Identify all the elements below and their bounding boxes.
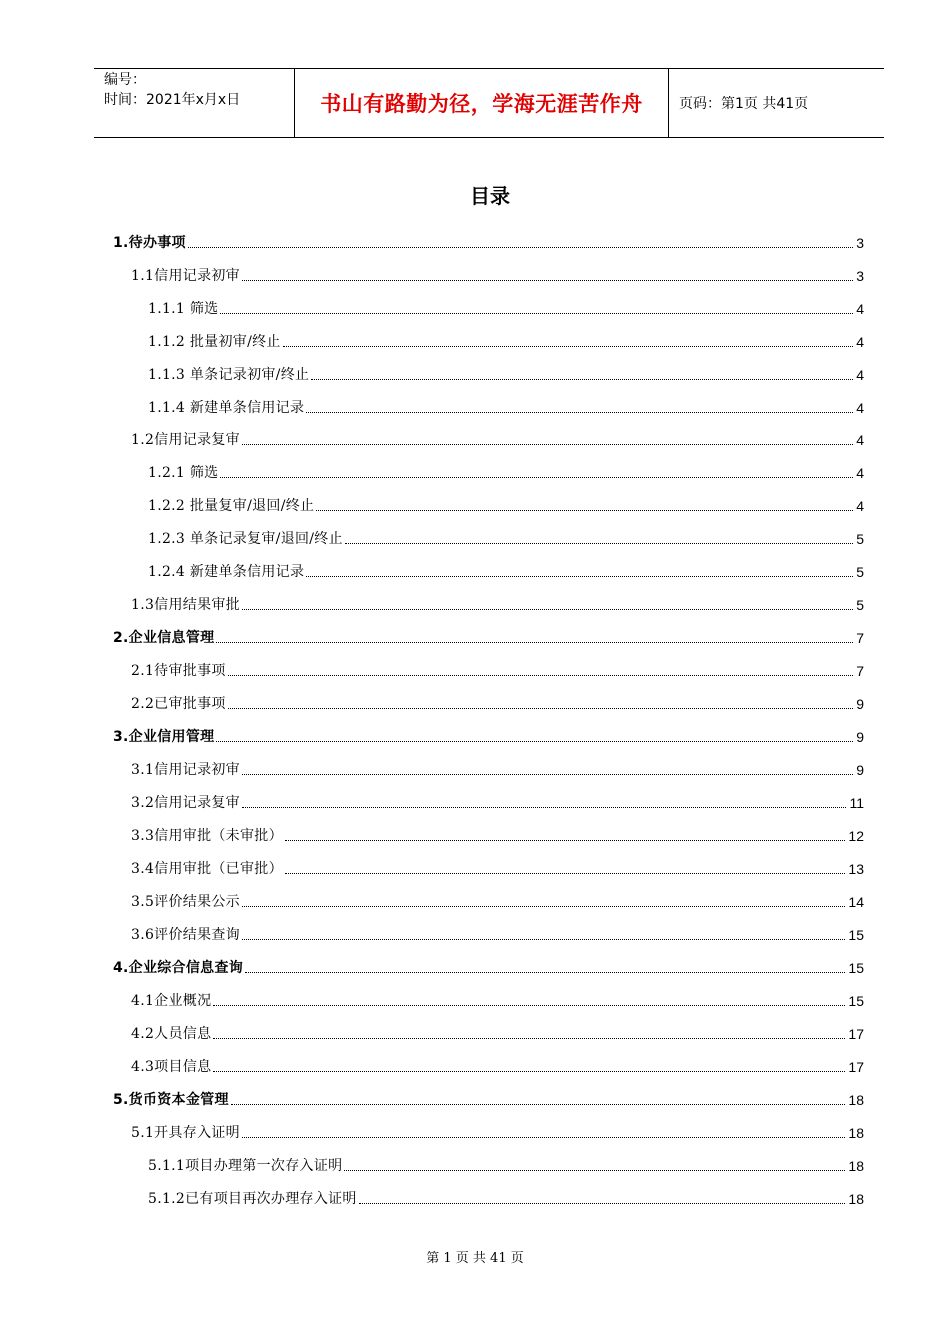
toc-entry-label: 1.2信用记录复审 xyxy=(131,432,240,448)
header-meta xyxy=(104,69,294,137)
toc-entry-label: 1.2.1 筛选 xyxy=(148,465,219,481)
toc-entry[interactable] xyxy=(131,823,864,845)
toc-entry-page: 4 xyxy=(856,367,864,383)
toc-entry-page: 18 xyxy=(848,1092,864,1108)
page-footer: 第 1 页 共 41 页 xyxy=(426,1251,524,1266)
header-number-label: 编号： xyxy=(104,72,146,88)
toc-leader-dots xyxy=(306,575,853,577)
toc-entry[interactable] xyxy=(131,988,864,1010)
toc-entry-label: 1.1.2 批量初审/终止 xyxy=(148,334,281,350)
toc-entry-page: 15 xyxy=(848,993,864,1009)
toc-entry[interactable] xyxy=(131,592,864,614)
toc-entry-label: 4.3项目信息 xyxy=(131,1059,212,1075)
page-header xyxy=(94,68,884,138)
toc-entry-page: 4 xyxy=(856,432,864,448)
toc-leader-dots xyxy=(344,1169,845,1171)
toc-leader-dots xyxy=(220,476,853,478)
toc-entry-page: 4 xyxy=(856,334,864,350)
toc-entry-label: 5.货币资本金管理 xyxy=(113,1092,229,1108)
toc-entry[interactable] xyxy=(131,1120,864,1142)
toc-leader-dots xyxy=(228,707,854,709)
toc-leader-dots xyxy=(285,839,846,841)
toc-entry-label: 1.1.1 筛选 xyxy=(148,301,219,317)
toc-entry[interactable] xyxy=(113,1087,864,1109)
toc-entry[interactable] xyxy=(131,856,864,878)
toc-entry[interactable] xyxy=(148,493,864,515)
toc-entry[interactable] xyxy=(131,691,864,713)
toc-entry-page: 9 xyxy=(856,729,864,745)
toc-entry-page: 17 xyxy=(848,1026,864,1042)
toc-entry[interactable] xyxy=(131,1054,864,1076)
toc-leader-dots xyxy=(359,1202,846,1204)
toc-entry-page: 4 xyxy=(856,465,864,481)
toc-entry[interactable] xyxy=(148,395,864,417)
toc-leader-dots xyxy=(242,1136,845,1138)
toc-entry[interactable] xyxy=(131,790,864,812)
toc-entry-page: 13 xyxy=(848,861,864,877)
toc-entry-label: 4.2人员信息 xyxy=(131,1026,212,1042)
toc-leader-dots xyxy=(316,509,853,511)
toc-entry-label: 3.1信用记录初审 xyxy=(131,762,240,778)
toc-leader-dots xyxy=(231,1103,846,1105)
toc-entry[interactable] xyxy=(131,757,864,779)
toc-entry-page: 5 xyxy=(856,564,864,580)
toc-entry[interactable] xyxy=(131,889,864,911)
toc-entry-label: 3.企业信用管理 xyxy=(113,729,215,745)
toc-leader-dots xyxy=(213,1004,845,1006)
toc-entry-label: 3.5评价结果公示 xyxy=(131,894,240,910)
toc-entry-page: 18 xyxy=(848,1125,864,1141)
toc-entry-label: 5.1开具存入证明 xyxy=(131,1125,240,1141)
toc-leader-dots xyxy=(242,905,845,907)
toc-entry[interactable] xyxy=(131,427,864,449)
toc-entry-label: 1.2.2 批量复审/退回/终止 xyxy=(148,498,315,514)
toc-entry-page: 4 xyxy=(856,498,864,514)
toc-leader-dots xyxy=(242,443,853,445)
header-time: 时间：2021年x月x日 xyxy=(104,92,241,108)
toc-entry[interactable] xyxy=(148,296,864,318)
toc-entry-label: 1.2.3 单条记录复审/退回/终止 xyxy=(148,531,343,547)
toc-entry[interactable] xyxy=(148,329,864,351)
toc-leader-dots xyxy=(216,740,853,742)
toc-entry-page: 15 xyxy=(848,960,864,976)
toc-entry-page: 18 xyxy=(848,1191,864,1207)
toc-entry[interactable] xyxy=(131,1021,864,1043)
toc-entry-page: 3 xyxy=(856,235,864,251)
toc-entry-page: 17 xyxy=(848,1059,864,1075)
toc-leader-dots xyxy=(311,378,853,380)
toc-entry-page: 18 xyxy=(848,1158,864,1174)
toc-entry-label: 5.1.2已有项目再次办理存入证明 xyxy=(148,1191,357,1207)
toc-entry-page: 7 xyxy=(856,663,864,679)
toc-entry[interactable] xyxy=(113,724,864,746)
toc-entry-page: 7 xyxy=(856,630,864,646)
toc-entry-label: 3.4信用审批（已审批） xyxy=(131,861,283,877)
toc-leader-dots xyxy=(306,411,853,413)
toc-entry[interactable] xyxy=(131,263,864,285)
toc-entry[interactable] xyxy=(113,625,864,647)
toc-leader-dots xyxy=(283,345,854,347)
toc-entry-label: 3.2信用记录复审 xyxy=(131,795,240,811)
toc-leader-dots xyxy=(213,1070,845,1072)
toc-entry-label: 1.2.4 新建单条信用记录 xyxy=(148,564,305,580)
toc-entry-label: 1.待办事项 xyxy=(113,235,186,251)
header-page-info: 页码：第1页 共41页 xyxy=(679,96,809,112)
toc-entry[interactable] xyxy=(148,1153,864,1175)
toc-entry-page: 9 xyxy=(856,762,864,778)
toc-entry-page: 15 xyxy=(848,927,864,943)
toc-leader-dots xyxy=(220,312,853,314)
toc-entry-label: 3.3信用审批（未审批） xyxy=(131,828,283,844)
toc-leader-dots xyxy=(285,872,846,874)
toc-entry[interactable] xyxy=(113,955,864,977)
toc-entry-page: 14 xyxy=(848,894,864,910)
toc-entry-page: 4 xyxy=(856,400,864,416)
toc-leader-dots xyxy=(213,1037,845,1039)
toc-entry-label: 2.企业信息管理 xyxy=(113,630,215,646)
toc-entry-label: 2.1待审批事项 xyxy=(131,663,226,679)
toc-entry-label: 4.企业综合信息查询 xyxy=(113,960,244,976)
toc-entry[interactable] xyxy=(131,922,864,944)
toc-title: 目录 xyxy=(470,184,510,208)
header-motto: 书山有路勤为径，学海无涯苦作舟 xyxy=(320,91,643,116)
header-divider xyxy=(668,69,669,137)
toc-entry[interactable] xyxy=(148,559,864,581)
toc-leader-dots xyxy=(245,971,845,973)
toc-entry-label: 5.1.1项目办理第一次存入证明 xyxy=(148,1158,343,1174)
toc-entry[interactable] xyxy=(148,526,864,548)
toc-leader-dots xyxy=(242,773,853,775)
toc-entry[interactable] xyxy=(113,230,864,252)
toc-leader-dots xyxy=(242,608,853,610)
toc-entry[interactable] xyxy=(148,1186,864,1208)
toc-entry[interactable] xyxy=(148,460,864,482)
toc-entry-page: 12 xyxy=(848,828,864,844)
toc-entry-page: 11 xyxy=(849,795,864,811)
toc-leader-dots xyxy=(242,938,845,940)
toc-entry-page: 4 xyxy=(856,301,864,317)
toc-entry[interactable] xyxy=(148,362,864,384)
toc-entry-label: 1.1.3 单条记录初审/终止 xyxy=(148,367,310,383)
toc-entry-label: 1.1.4 新建单条信用记录 xyxy=(148,400,305,416)
toc-leader-dots xyxy=(188,246,853,248)
toc-entry-page: 5 xyxy=(856,597,864,613)
toc-entry-label: 1.1信用记录初审 xyxy=(131,268,240,284)
toc-entry-label: 2.2已审批事项 xyxy=(131,696,226,712)
toc-leader-dots xyxy=(216,641,853,643)
toc-entry-label: 4.1企业概况 xyxy=(131,993,212,1009)
toc-entry[interactable] xyxy=(131,658,864,680)
toc-entry-page: 3 xyxy=(856,268,864,284)
toc-entry-page: 9 xyxy=(856,696,864,712)
toc-entry-page: 5 xyxy=(856,531,864,547)
toc-entry-label: 3.6评价结果查询 xyxy=(131,927,240,943)
toc-leader-dots xyxy=(242,806,846,808)
toc-leader-dots xyxy=(228,674,854,676)
toc-leader-dots xyxy=(345,542,853,544)
toc-leader-dots xyxy=(242,279,853,281)
toc-entry-label: 1.3信用结果审批 xyxy=(131,597,240,613)
